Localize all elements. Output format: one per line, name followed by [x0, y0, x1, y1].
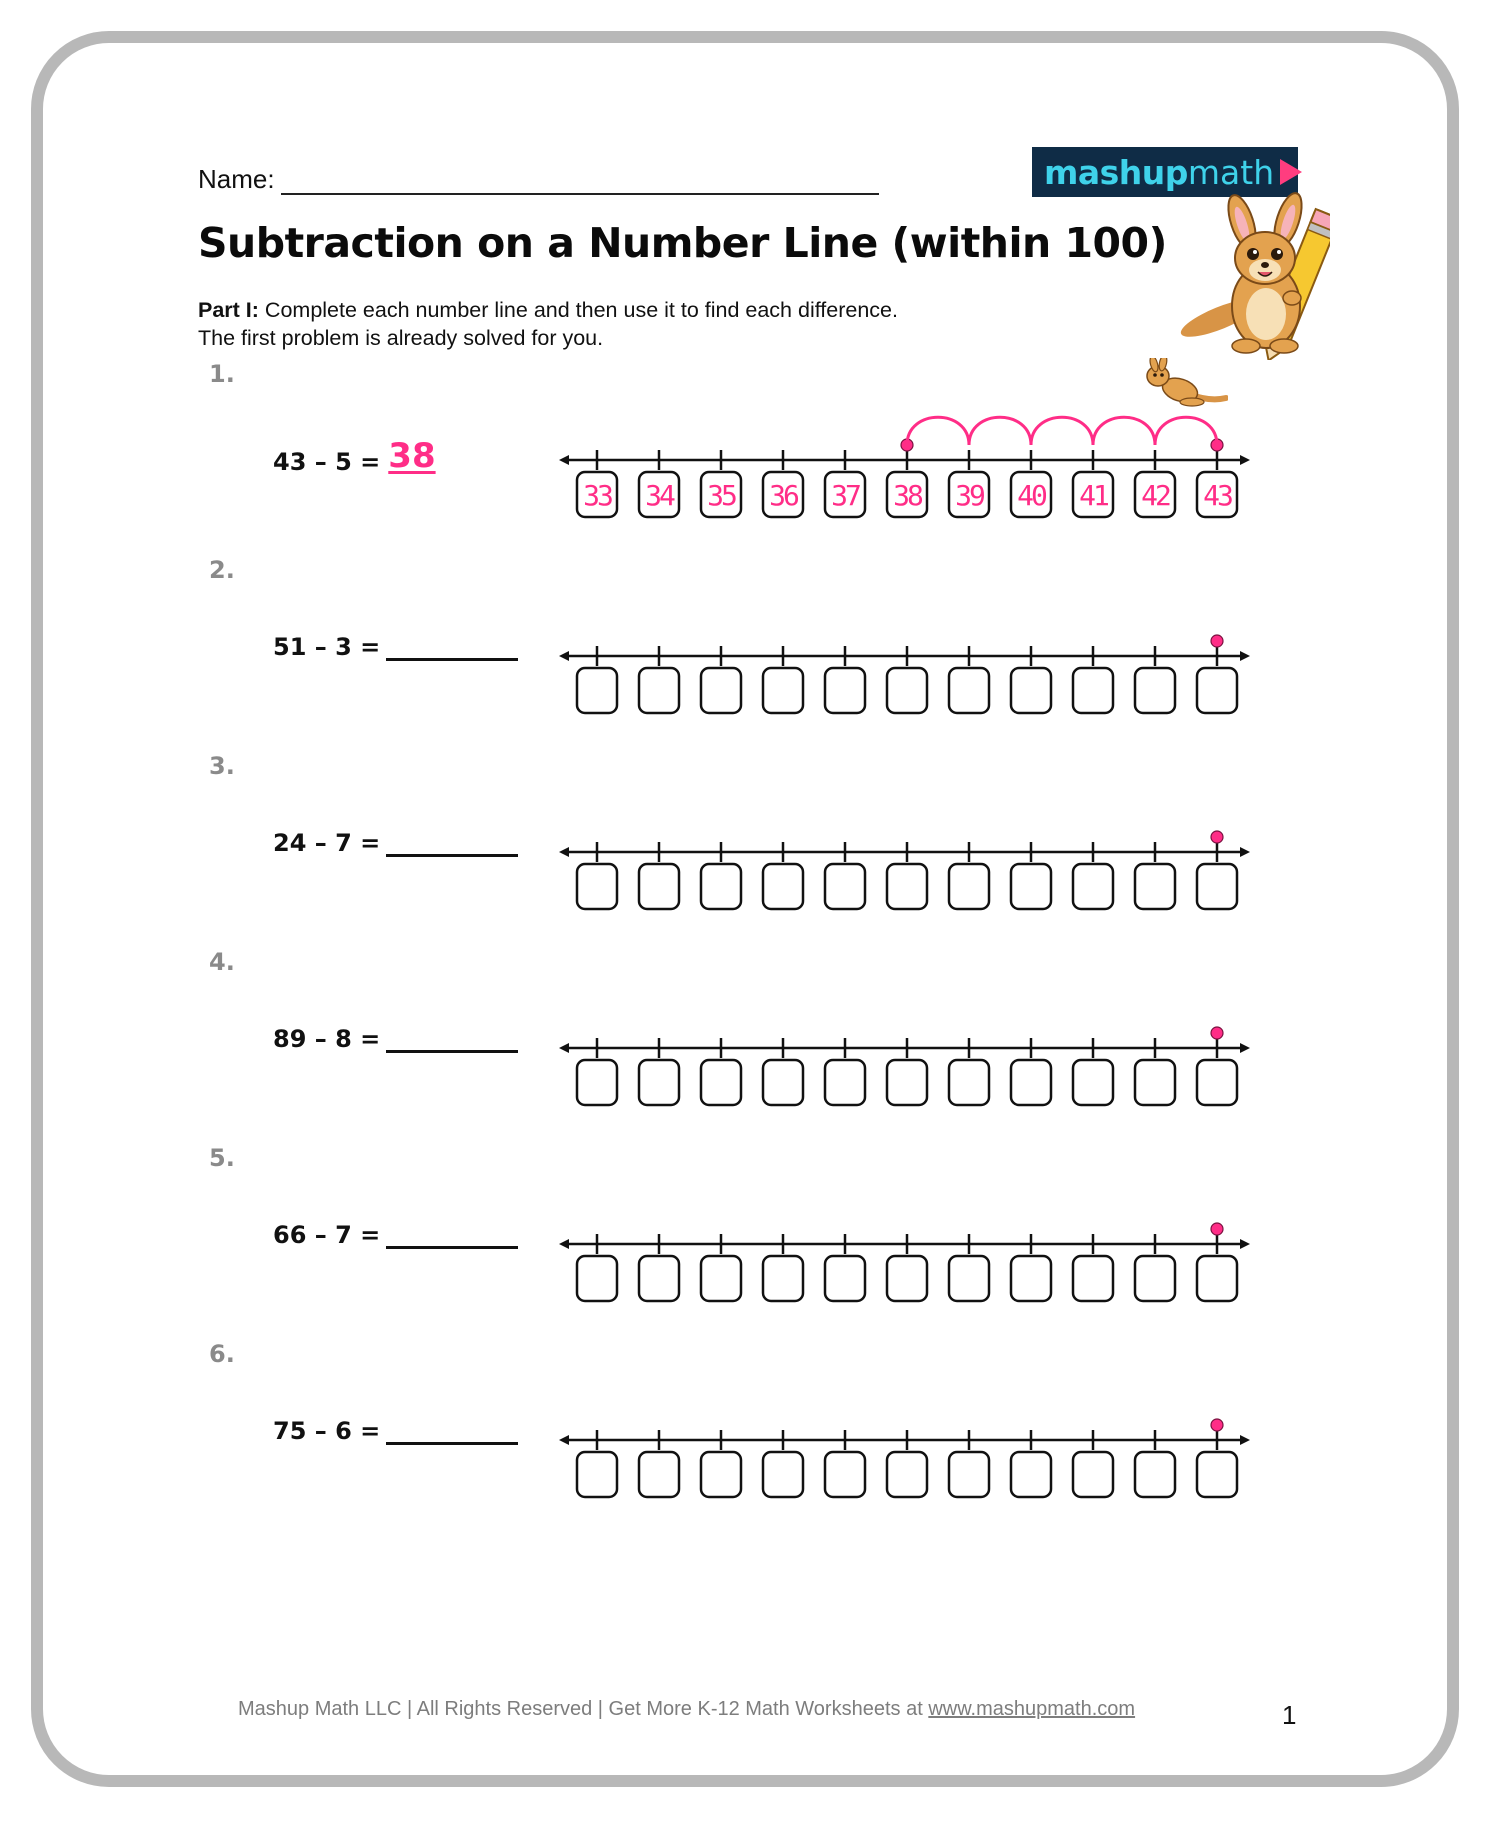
number-box[interactable] — [1011, 1452, 1051, 1497]
equation-text: 89 – 8 = — [273, 1025, 381, 1053]
answer-blank[interactable] — [386, 828, 518, 857]
number-box[interactable] — [577, 864, 617, 909]
left-arrow-icon — [559, 1435, 569, 1445]
equation — [273, 1024, 518, 1053]
number-line — [555, 782, 1255, 922]
number-box[interactable] — [887, 1452, 927, 1497]
number-box[interactable] — [763, 1256, 803, 1301]
number-box[interactable] — [825, 1060, 865, 1105]
problem-number: 2. — [209, 556, 235, 584]
right-arrow-icon — [1240, 1435, 1250, 1445]
number-line — [555, 1370, 1255, 1510]
number-box[interactable] — [1135, 1256, 1175, 1301]
number-label: 43 — [1203, 479, 1231, 512]
left-arrow-icon — [559, 651, 569, 661]
answer-blank[interactable] — [386, 1416, 518, 1445]
number-box[interactable] — [949, 1452, 989, 1497]
start-point-icon — [1211, 1223, 1223, 1235]
number-box[interactable] — [577, 1256, 617, 1301]
number-box[interactable] — [639, 864, 679, 909]
number-box[interactable] — [577, 668, 617, 713]
number-label: 33 — [583, 479, 611, 512]
number-box[interactable] — [763, 864, 803, 909]
number-box[interactable] — [701, 864, 741, 909]
equation-text: 24 – 7 = — [273, 829, 381, 857]
number-box[interactable] — [701, 668, 741, 713]
number-box[interactable] — [949, 1256, 989, 1301]
number-label: 34 — [645, 479, 673, 512]
number-box[interactable] — [1011, 1256, 1051, 1301]
number-box[interactable] — [1135, 1060, 1175, 1105]
equation — [273, 1220, 518, 1249]
number-box[interactable] — [763, 1060, 803, 1105]
number-box[interactable] — [1135, 668, 1175, 713]
number-box[interactable] — [1011, 668, 1051, 713]
equation — [273, 828, 518, 857]
number-box[interactable] — [1197, 1256, 1237, 1301]
number-box[interactable] — [1073, 668, 1113, 713]
equation — [273, 436, 436, 476]
equation — [273, 1416, 518, 1445]
number-box[interactable] — [577, 1452, 617, 1497]
number-box[interactable] — [887, 864, 927, 909]
answer-value: 38 — [388, 436, 436, 476]
number-box[interactable] — [949, 864, 989, 909]
number-label: 36 — [769, 479, 797, 512]
footer-link[interactable]: www.mashupmath.com — [928, 1698, 1136, 1720]
number-box[interactable] — [1011, 864, 1051, 909]
name-field[interactable] — [198, 164, 879, 195]
number-box[interactable] — [1135, 864, 1175, 909]
start-point-icon — [1211, 1419, 1223, 1431]
equation-text: 51 – 3 = — [273, 633, 381, 661]
number-box[interactable] — [1073, 864, 1113, 909]
left-arrow-icon — [559, 1239, 569, 1249]
problem-number: 4. — [209, 948, 235, 976]
equation-text: 75 – 6 = — [273, 1417, 381, 1445]
number-box[interactable] — [1073, 1060, 1113, 1105]
right-arrow-icon — [1240, 1043, 1250, 1053]
number-label: 40 — [1017, 479, 1045, 512]
hop-arc — [1093, 417, 1155, 445]
problem-number: 1. — [209, 360, 235, 388]
number-label: 39 — [955, 479, 983, 512]
number-box[interactable] — [639, 1452, 679, 1497]
number-box[interactable] — [825, 668, 865, 713]
number-box[interactable] — [1011, 1060, 1051, 1105]
number-line — [555, 586, 1255, 726]
number-box[interactable] — [577, 1060, 617, 1105]
instructions-line-2: The first problem is already solved for you. — [198, 326, 604, 350]
number-box[interactable] — [639, 1060, 679, 1105]
answer-blank[interactable] — [386, 1220, 518, 1249]
right-arrow-icon — [1240, 455, 1250, 465]
number-box[interactable] — [1073, 1256, 1113, 1301]
number-box[interactable] — [701, 1452, 741, 1497]
hop-arc — [1031, 417, 1093, 445]
right-arrow-icon — [1240, 1239, 1250, 1249]
number-box[interactable] — [1197, 1452, 1237, 1497]
number-box[interactable] — [887, 668, 927, 713]
number-box[interactable] — [1197, 864, 1237, 909]
problem-number: 6. — [209, 1340, 235, 1368]
left-arrow-icon — [559, 847, 569, 857]
number-label: 35 — [707, 479, 735, 512]
number-line — [555, 1174, 1255, 1314]
footer-text: Mashup Math LLC | All Rights Reserved | Get More K-12 Math Worksheets at — [238, 1698, 923, 1720]
number-label: 42 — [1141, 479, 1169, 512]
left-arrow-icon — [559, 455, 569, 465]
start-point-icon — [1211, 1027, 1223, 1039]
number-box[interactable] — [887, 1256, 927, 1301]
equation-text: 43 – 5 = — [273, 448, 381, 476]
number-box[interactable] — [887, 1060, 927, 1105]
number-label: 41 — [1079, 479, 1107, 512]
number-box[interactable] — [639, 1256, 679, 1301]
name-blank-line[interactable] — [281, 167, 879, 195]
number-box[interactable] — [825, 1256, 865, 1301]
kangaroo-with-pencil-icon — [1180, 190, 1330, 360]
start-point-icon — [1211, 635, 1223, 647]
number-box[interactable] — [763, 668, 803, 713]
hop-arc — [969, 417, 1031, 445]
number-box[interactable] — [949, 668, 989, 713]
answer-blank[interactable] — [386, 1024, 518, 1053]
part-label: Part I: — [198, 298, 259, 322]
problem-number: 3. — [209, 752, 235, 780]
logo-text-light: math — [1187, 152, 1275, 192]
number-box[interactable] — [701, 1060, 741, 1105]
number-box[interactable] — [701, 1256, 741, 1301]
instructions — [198, 296, 898, 352]
number-label: 37 — [831, 479, 859, 512]
equation-text: 66 – 7 = — [273, 1221, 381, 1249]
left-arrow-icon — [559, 1043, 569, 1053]
right-arrow-icon — [1240, 651, 1250, 661]
equation — [273, 632, 518, 661]
play-icon — [1280, 159, 1302, 185]
number-box[interactable] — [1073, 1452, 1113, 1497]
number-box[interactable] — [763, 1452, 803, 1497]
answer-blank[interactable] — [386, 632, 518, 661]
number-box[interactable] — [825, 864, 865, 909]
worksheet-title: Subtraction on a Number Line (within 100) — [198, 219, 1167, 267]
number-box[interactable] — [1197, 1060, 1237, 1105]
footer — [238, 1698, 1135, 1721]
number-line — [555, 978, 1255, 1118]
number-box[interactable] — [949, 1060, 989, 1105]
page-number: 1 — [1282, 1700, 1297, 1730]
problem-number: 5. — [209, 1144, 235, 1172]
number-box[interactable] — [1197, 668, 1237, 713]
hop-arc — [1155, 417, 1217, 445]
number-box[interactable] — [1135, 1452, 1175, 1497]
hop-arc — [907, 417, 969, 445]
instructions-line-1: Complete each number line and then use it to find each difference. — [264, 298, 898, 322]
number-box[interactable] — [639, 668, 679, 713]
name-label: Name: — [198, 164, 275, 194]
logo-text-bold: mashup — [1044, 152, 1188, 192]
number-label: 38 — [893, 479, 921, 512]
number-box[interactable] — [825, 1452, 865, 1497]
start-point-icon — [1211, 831, 1223, 843]
number-line — [555, 390, 1255, 530]
right-arrow-icon — [1240, 847, 1250, 857]
